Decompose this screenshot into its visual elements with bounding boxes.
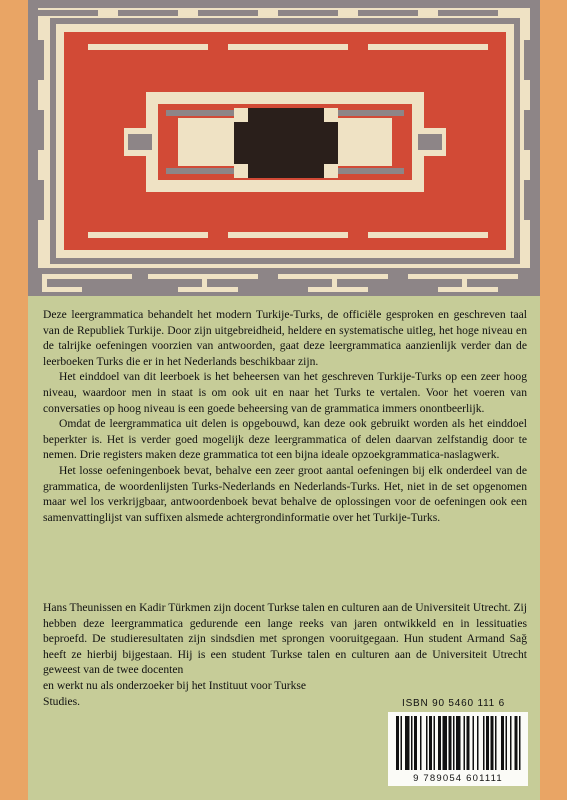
barcode: [388, 712, 528, 786]
description-paragraph: Het losse oefeningenboek bevat, behalve een zeer groot aantal oefeningen bij elk onderdeel van de grammatica, de woordenlijsten Turks-Nederlands en Nederlands-Turks. Het, niet in de set opgenomen maar wel los verkrijgbaar, antwoordenboek bevat behalve de oplossingen voor de oefeningen ook een samenvattinglijst van suffixen alsmede achtergrondinformatie over het Turkije-Turks.: [43, 463, 527, 524]
cover-panel: [28, 0, 540, 800]
isbn-label: ISBN 90 5460 111 6: [402, 698, 505, 709]
author-bio: [43, 600, 527, 709]
author-bio-main: Hans Theunissen en Kadir Türkmen zijn docent Turkse talen en culturen aan de Universiteit Utrecht. Zij hebben deze leergrammatica gedurende een lange reeks van jaren ontwikkeld en in lessituaties beproefd. De studieresultaten zijn sindsdien met sprongen vooruitgegaan. Hun student Armand Sağ heeft ze hierbij bijgestaan. Hij is een student Turkse talen en culturen aan de Universiteit Utrecht geweest van de twee docenten: [43, 601, 527, 677]
description-paragraph: Omdat de leergrammatica uit delen is opgebouwd, kan deze ook gebruikt worden als het einddoel beperkter is. Het is verder goed mogelijk deze leergrammatica of delen daarvan zelfstandig door te nemen. Drie registers maken deze grammatica tot een bijna ideale opzoekgrammatica-naslagwerk.: [43, 417, 527, 462]
kilim-pattern-image: [28, 0, 540, 296]
description-text: [43, 307, 527, 525]
barcode-number: 9 789054 601111: [413, 773, 503, 784]
author-bio-tail: en werkt nu als onderzoeker bij het Instituut voor Turkse Studies.: [43, 678, 307, 708]
description-paragraph: Deze leergrammatica behandelt het modern Turkije-Turks, de officiële gesproken en geschreven taal van de Republiek Turkije. Door zijn uitgebreidheid, heldere en systematische uitleg, het hoge niveau en de talrijke oefeningen voorzien van antwoorden, gaat deze leergrammatica aanzienlijk verder dan de leerboeken Turks die er in het Nederlands beschikbaar zijn.: [43, 308, 527, 368]
barcode-bars: [388, 712, 528, 774]
description-paragraph: Het einddoel van dit leerboek is het beheersen van het geschreven Turkije-Turks op een zeer hoog niveau, waardoor men in staat is om ook uit en naar het Turks te vertalen. Voor het voeren van conversaties op hoog niveau is een goede beheersing van de grammatica immers onontbeerlijk.: [43, 370, 527, 415]
